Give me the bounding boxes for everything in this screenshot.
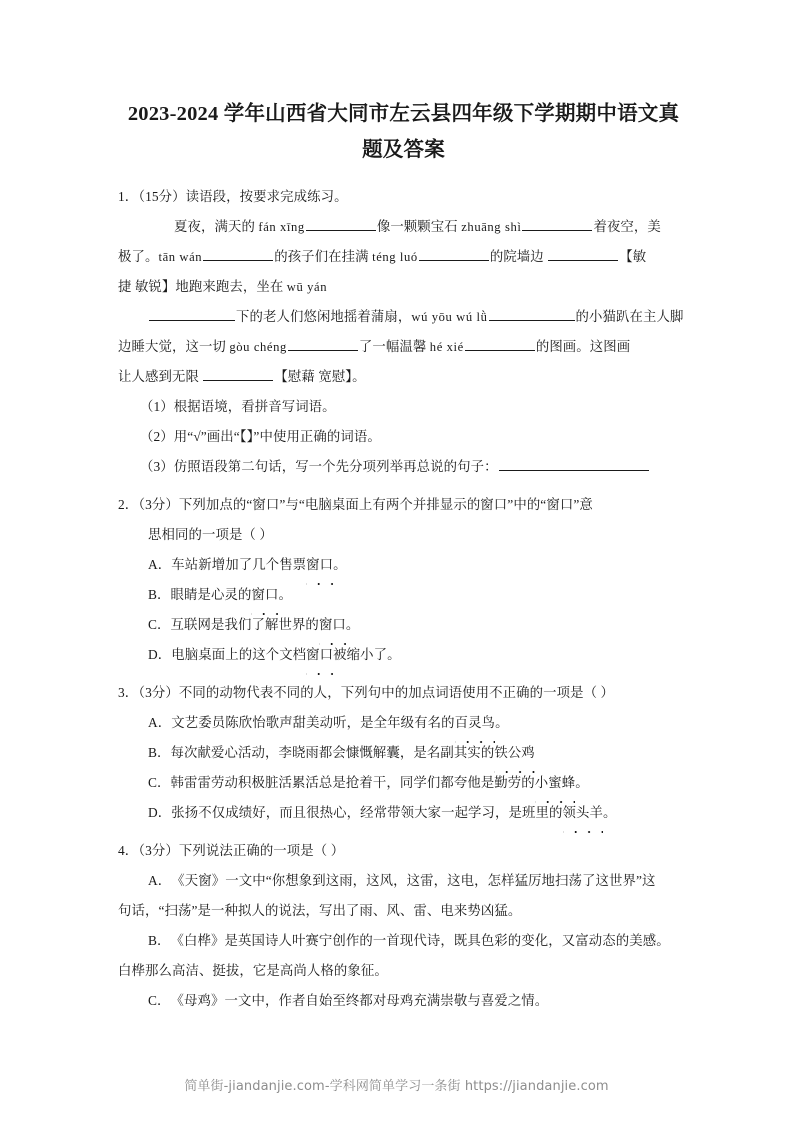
passage-text: 让人感到无限	[118, 369, 203, 384]
option-letter: B．	[148, 933, 171, 948]
option-text-tail: 。	[333, 557, 347, 572]
option-text: 韩雷雷劳动积极脏活累活总是抢着干，同学们都夸他是勤劳的	[170, 775, 535, 790]
question-1-passage-line-1	[118, 212, 689, 242]
page-title: 2023-2024 学年山西省大同市左云县四年级下学期期中语文真题及答案	[127, 103, 680, 161]
question-2-number: 2．	[118, 497, 139, 512]
passage-text: 极了。	[118, 249, 159, 264]
pinyin-tan-wan: tān wán	[158, 250, 203, 264]
footer-watermark: 简单街-jiandanjie.com-学科网简单学习一条街 https://jiandanjie.com	[184, 1079, 609, 1094]
option-text: 电脑桌面上的这个文档	[171, 647, 307, 662]
passage-text: 的孩子们在挂满	[274, 249, 373, 264]
answer-blank[interactable]	[419, 246, 489, 261]
answer-blank[interactable]	[548, 246, 618, 261]
option-text-tail: 。	[495, 715, 509, 730]
question-1-sub-1	[118, 392, 689, 422]
question-1-sub-2	[118, 422, 689, 452]
answer-blank[interactable]	[203, 246, 273, 261]
question-4-header	[118, 836, 689, 866]
option-b-line-2: 白桦那么高洁、挺拔，它是高尚人格的象征。	[118, 963, 388, 978]
question-1-passage-line-4	[118, 302, 689, 332]
option-text-tail: 。	[602, 805, 617, 820]
option-letter: B．	[148, 745, 171, 760]
passage-text: 边睡大觉，这一切	[118, 339, 230, 354]
pinyin-wu-yan: wū yán	[286, 280, 328, 294]
question-2-stem: 下列加点的“窗口”与“电脑桌面上有两个并排显示的窗口”中的“窗口”意	[178, 497, 593, 512]
option-c-line-1	[118, 986, 689, 1016]
question-1-sub-3	[118, 452, 689, 482]
question-1-passage-line-2	[118, 242, 689, 272]
question-1-passage-line-3	[118, 272, 689, 302]
question-3-stem: 不同的动物代表不同的人，下列句中的加点词语使用不正确的一项是（ ）	[178, 685, 615, 700]
option-a-line-2: 句话，“扫荡”是一种拟人的说法，写出了雨、风、雷、电来势凶猛。	[118, 903, 522, 918]
answer-blank[interactable]	[465, 336, 535, 351]
question-1-passage-line-6	[118, 362, 689, 392]
question-3-option-c[interactable]	[118, 768, 689, 798]
option-letter: C．	[148, 617, 171, 632]
sub-label: （1）	[140, 399, 174, 414]
question-1-passage-line-5	[118, 332, 689, 362]
option-text: 《白桦》是英国诗人叶赛宁创作的一首现代诗，既具色彩的变化，又富动态的美感。	[170, 933, 670, 948]
answer-blank[interactable]	[306, 216, 376, 231]
pinyin-gou-cheng: gòu chéng	[229, 340, 287, 354]
question-3-option-d[interactable]	[118, 798, 689, 828]
emphasis-dotted-text: 领头羊	[563, 798, 603, 828]
answer-blank[interactable]	[203, 366, 273, 381]
passage-text: 的图画。这图画	[535, 339, 631, 354]
question-1-number: 1．	[118, 189, 139, 204]
question-3-option-b[interactable]	[118, 738, 689, 768]
emphasis-dotted-text: 窗口	[251, 580, 278, 610]
option-letter: A．	[148, 715, 172, 730]
option-text: 每次献爱心活动，李晓雨都会慷慨解囊，是名副其实的	[170, 745, 495, 760]
passage-text: 的院墙边	[489, 249, 548, 264]
option-letter: D．	[148, 805, 172, 820]
pinyin-wu-you-wu-lv: wú yōu wú lǜ	[411, 310, 488, 324]
question-2-option-d[interactable]	[118, 640, 689, 670]
question-3-number: 3．	[118, 685, 139, 700]
question-2-option-a[interactable]	[118, 550, 689, 580]
question-3-score: （3分）	[138, 685, 179, 700]
sub-text: 用“√”画出“【】”中使用正确的词语。	[173, 429, 381, 444]
emphasis-dotted-text: 小蜜蜂	[535, 768, 575, 798]
sub-label: （2）	[140, 429, 174, 444]
question-4	[118, 836, 689, 1016]
question-1-score: （15分）	[138, 189, 186, 204]
pinyin-zhuang-shi: zhuāng shì	[461, 220, 522, 234]
option-letter: A．	[148, 873, 172, 888]
option-letter: C．	[148, 993, 171, 1008]
emphasis-dotted-text: 窗口	[306, 640, 333, 670]
option-text: 《母鸡》一文中，作者自始至终都对母鸡充满崇敬与喜爱之情。	[170, 993, 549, 1008]
option-text: 车站新增加了几个售票	[171, 557, 307, 572]
option-a-line-1	[118, 866, 689, 896]
passage-text: 捷 敏锐】地跑来跑去，坐在	[118, 279, 287, 294]
option-letter: C．	[148, 775, 171, 790]
option-letter: B．	[148, 587, 171, 602]
option-text-tail: 。	[575, 775, 589, 790]
option-letter: D．	[148, 647, 172, 662]
question-2-option-b[interactable]	[118, 580, 689, 610]
option-text: 张扬不仅成绩好，而且很热心，经常带领大家一起学习，是班里的	[171, 805, 563, 820]
question-1-stem: 读语段，按要求完成练习。	[185, 189, 348, 204]
question-2-header	[118, 490, 689, 520]
option-text: 文艺委员陈欣怡歌声甜美动听，是全年级有名的	[171, 715, 455, 730]
option-text: 《天窗》一文中“你想象到这雨，这风，这雷，这电，怎样猛厉地扫荡了这世界”这	[171, 873, 656, 888]
option-text-tail: 。	[278, 587, 292, 602]
passage-text: 着夜空，美	[593, 219, 661, 234]
question-4-score: （3分）	[138, 843, 179, 858]
passage-text: 夏夜，满天的	[174, 219, 259, 234]
passage-text: 了一幅温馨	[358, 339, 430, 354]
option-text: 眼睛是心灵的	[170, 587, 252, 602]
emphasis-dotted-text: 窗口	[306, 550, 333, 580]
option-b-line-1	[118, 926, 689, 956]
question-3-option-a[interactable]	[118, 708, 689, 738]
passage-text: 像一颗颗宝石	[376, 219, 462, 234]
question-4-stem: 下列说法正确的一项是（ ）	[178, 843, 345, 858]
passage-text: 的小猫趴在主人脚	[575, 309, 684, 324]
question-1	[118, 182, 689, 482]
answer-blank[interactable]	[522, 216, 592, 231]
answer-blank[interactable]	[149, 306, 235, 321]
question-3-header	[118, 678, 689, 708]
option-letter: A．	[148, 557, 172, 572]
question-4-option-b[interactable]	[118, 926, 689, 986]
sub-text: 仿照语段第二句话，写一个先分项列举再总说的句子：	[173, 459, 498, 474]
option-text-tail: 被缩小了。	[333, 647, 401, 662]
question-4-number: 4．	[118, 843, 139, 858]
passage-text: 【敏	[619, 249, 647, 264]
answer-blank[interactable]	[288, 336, 358, 351]
question-2	[118, 490, 689, 670]
question-4-option-a[interactable]	[118, 866, 689, 926]
sub-text: 根据语境，看拼音写词语。	[173, 399, 336, 414]
emphasis-dotted-text: 铁公鸡	[494, 738, 534, 768]
pinyin-teng-luo: téng luó	[372, 250, 418, 264]
passage-text: 下的老人们悠闲地摇着蒲扇，	[236, 309, 412, 324]
question-4-option-c[interactable]	[118, 986, 689, 1016]
pinyin-fan-xing: fán xīng	[258, 220, 305, 234]
question-2-score: （3分）	[138, 497, 179, 512]
answer-blank[interactable]	[489, 306, 575, 321]
question-2-option-c[interactable]	[118, 610, 689, 640]
question-1-header	[118, 182, 689, 212]
sub-label: （3）	[140, 459, 174, 474]
question-3	[118, 678, 689, 828]
option-text: 互联网是我们了解世界的	[170, 617, 319, 632]
passage-text: 【慰藉 宽慰】。	[274, 369, 366, 384]
question-2-stem-cont: 思相同的一项是（ ）	[148, 527, 273, 542]
emphasis-dotted-text: 窗口	[319, 610, 346, 640]
answer-blank[interactable]	[499, 456, 649, 471]
emphasis-dotted-text: 百灵鸟	[455, 708, 495, 738]
option-text-tail: 。	[345, 617, 360, 632]
pinyin-he-xie: hé xié	[429, 340, 464, 354]
